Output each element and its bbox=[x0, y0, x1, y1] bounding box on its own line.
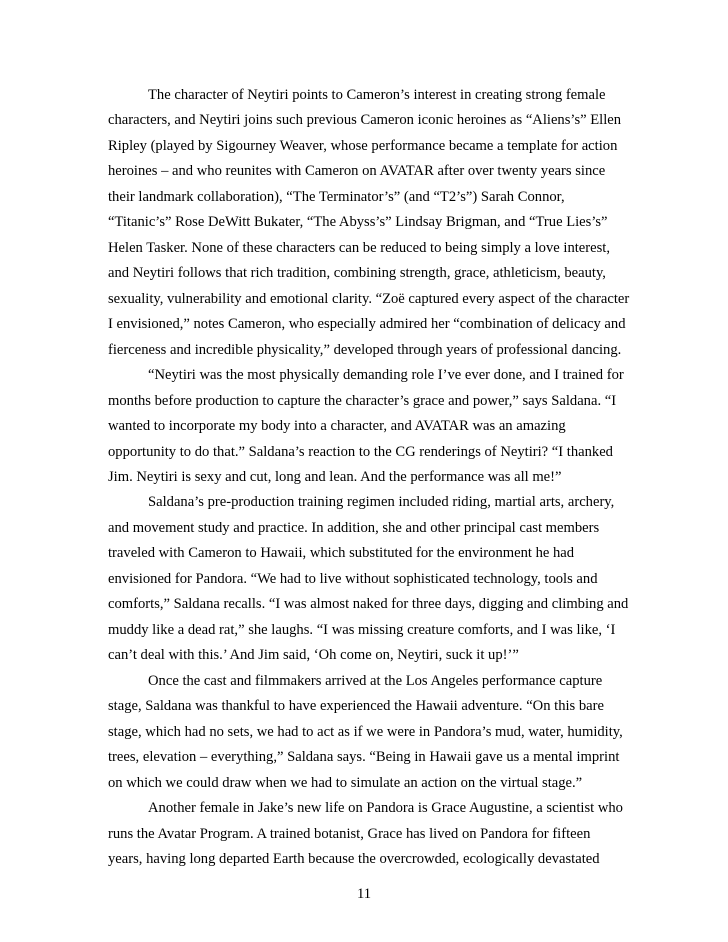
paragraph-1-line-9: sexuality, vulnerability and emotional clarity. “Zoë captured every aspect of the character bbox=[108, 290, 630, 307]
paragraph-1-line-8: and Neytiri follows that rich tradition, combining strength, grace, athleticism, beauty, bbox=[108, 265, 606, 282]
paragraph-1-line-11: fierceness and incredible physicality,” developed through years of professional dancing. bbox=[108, 341, 622, 358]
paragraph-2-line-3: wanted to incorporate my body into a character, and AVATAR was an amazing bbox=[108, 418, 566, 435]
paragraph-5-line-2: runs the Avatar Program. A trained botanist, Grace has lived on Pandora for fifteen bbox=[108, 825, 591, 842]
paragraph-3-line-2: and movement study and practice. In addition, she and other principal cast members bbox=[108, 519, 600, 536]
paragraph-1-line-3: Ripley (played by Sigourney Weaver, whose performance became a template for action bbox=[108, 137, 618, 154]
paragraph-4-line-3: stage, which had no sets, we had to act as if we were in Pandora’s mud, water, humidity, bbox=[108, 723, 623, 740]
paragraph-3-line-6: muddy like a dead rat,” she laughs. “I was missing creature comforts, and I was like, ‘I bbox=[108, 621, 616, 638]
paragraph-5-line-3: years, having long departed Earth because the overcrowded, ecologically devastated bbox=[108, 851, 600, 867]
paragraph-2-line-2: months before production to capture the character’s grace and power,” says Saldana. “I bbox=[108, 392, 617, 409]
page-number: 11 bbox=[356, 886, 372, 902]
paragraph-1-line-7: Helen Tasker. None of these characters can be reduced to being simply a love interest, bbox=[108, 239, 611, 256]
paragraph-3-line-5: comforts,” Saldana recalls. “I was almost naked for three days, digging and climbing and bbox=[108, 596, 629, 613]
paragraph-5-line-1: Another female in Jake’s new life on Pandora is Grace Augustine, a scientist who bbox=[148, 800, 623, 817]
paragraph-1-line-5: their landmark collaboration), “The Terminator’s” (and “T2’s”) Sarah Connor, bbox=[108, 188, 565, 205]
paragraph-1-line-10: I envisioned,” notes Cameron, who especially admired her “combination of delicacy and bbox=[108, 316, 626, 333]
paragraph-1-line-6: “Titanic’s” Rose DeWitt Bukater, “The Abyss’s” Lindsay Brigman, and “True Lies’s” bbox=[108, 214, 608, 231]
paragraph-2-line-5: Jim. Neytiri is sexy and cut, long and lean. And the performance was all me!” bbox=[108, 469, 562, 485]
paragraph-2-line-4: opportunity to do that.” Saldana’s reaction to the CG renderings of Neytiri? “I thanked bbox=[108, 443, 613, 460]
paragraph-3-line-4: envisioned for Pandora. “We had to live without sophisticated technology, tools and bbox=[108, 570, 598, 587]
paragraph-3-line-1: Saldana’s pre-production training regimen included riding, martial arts, archery, bbox=[148, 494, 615, 511]
paragraph-1-line-1: The character of Neytiri points to Cameron’s interest in creating strong female bbox=[148, 87, 606, 103]
paragraph-4-line-2: stage, Saldana was thankful to have experienced the Hawaii adventure. “On this bare bbox=[108, 698, 604, 715]
paragraph-1-line-4: heroines – and who reunites with Cameron on AVATAR after over twenty years since bbox=[108, 163, 606, 180]
paragraph-2-line-1: “Neytiri was the most physically demanding role I’ve ever done, and I trained for bbox=[148, 367, 624, 384]
paragraph-1-line-2: characters, and Neytiri joins such previous Cameron iconic heroines as “Aliens’s” Ellen bbox=[108, 112, 622, 129]
paragraph-4-line-4: trees, elevation – everything,” Saldana says. “Being in Hawaii gave us a mental imprint bbox=[108, 749, 620, 766]
paragraph-4-line-1: Once the cast and filmmakers arrived at the Los Angeles performance capture bbox=[148, 672, 603, 689]
paragraph-4-line-5: on which we could draw when we had to simulate an action on the virtual stage.” bbox=[108, 774, 583, 791]
paragraph-3-line-7: can’t deal with this.’ And Jim said, ‘Oh come on, Neytiri, suck it up!’” bbox=[108, 647, 519, 664]
paragraph-3-line-3: traveled with Cameron to Hawaii, which substituted for the environment he had bbox=[108, 545, 575, 562]
